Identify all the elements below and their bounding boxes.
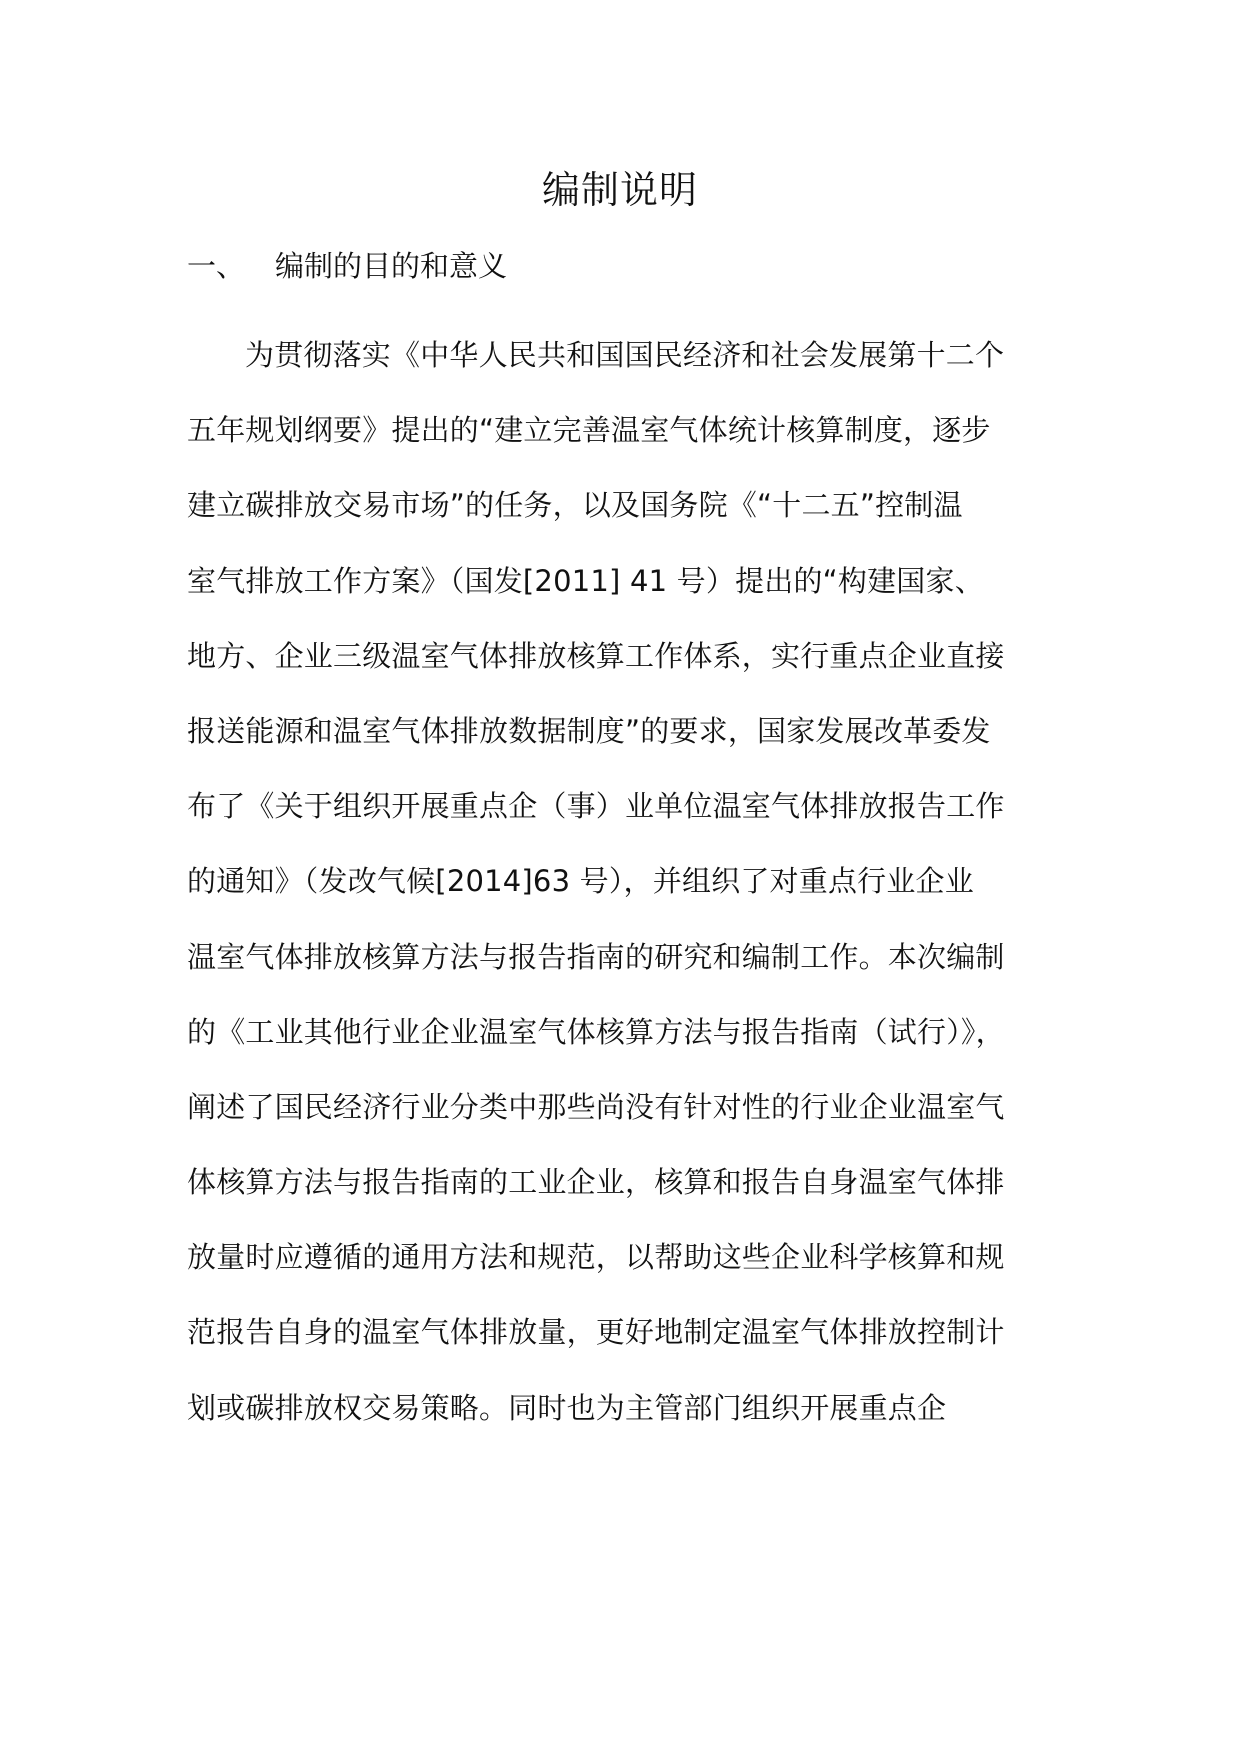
paragraph-line: 为贯彻落实《中华人民共和国国民经济和社会发展第十二个 (245, 338, 1005, 372)
document-title: 编制说明 (541, 168, 698, 212)
paragraph-line: 划或碳排放权交易策略。同时也为主管部门组织开展重点企 (187, 1390, 947, 1425)
paragraph-line: 建立碳排放交易市场”的任务，以及国务院《“十二五”控制温 (187, 488, 963, 523)
paragraph-line: 地方、企业三级温室气体排放核算工作体系，实行重点企业直接 (187, 638, 1005, 673)
paragraph-line: 放量时应遵循的通用方法和规范，以帮助这些企业科学核算和规 (187, 1240, 1005, 1275)
body-paragraph (187, 318, 1087, 1446)
paragraph-line: 范报告自身的温室气体排放量，更好地制定温室气体排放控制计 (187, 1315, 1005, 1350)
paragraph-line: 温室气体排放核算方法与报告指南的研究和编制工作。本次编制 (187, 939, 1005, 974)
paragraph-line: 阐述了国民经济行业分类中那些尚没有针对性的行业企业温室气 (187, 1089, 1005, 1124)
paragraph-line: 的《工业其他行业企业温室气体核算方法与报告指南（试行）》， (187, 1014, 1005, 1049)
paragraph-line: 的通知》（发改气候[2014]63 号），并组织了对重点行业企业 (187, 864, 974, 899)
paragraph-line: 布了《关于组织开展重点企（事）业单位温室气体排放报告工作 (187, 789, 1005, 824)
section-number: 一、 (187, 249, 246, 283)
paragraph-line: 五年规划纲要》提出的“建立完善温室气体统计核算制度，逐步 (187, 413, 991, 448)
paragraph-line: 报送能源和温室气体排放数据制度”的要求，国家发展改革委发 (187, 713, 991, 748)
paragraph-line: 室气排放工作方案》（国发[2011] 41 号）提出的“构建国家、 (187, 563, 984, 598)
section-heading-text: 编制的目的和意义 (275, 249, 508, 283)
paragraph-line: 体核算方法与报告指南的工业企业，核算和报告自身温室气体排 (187, 1165, 1005, 1200)
